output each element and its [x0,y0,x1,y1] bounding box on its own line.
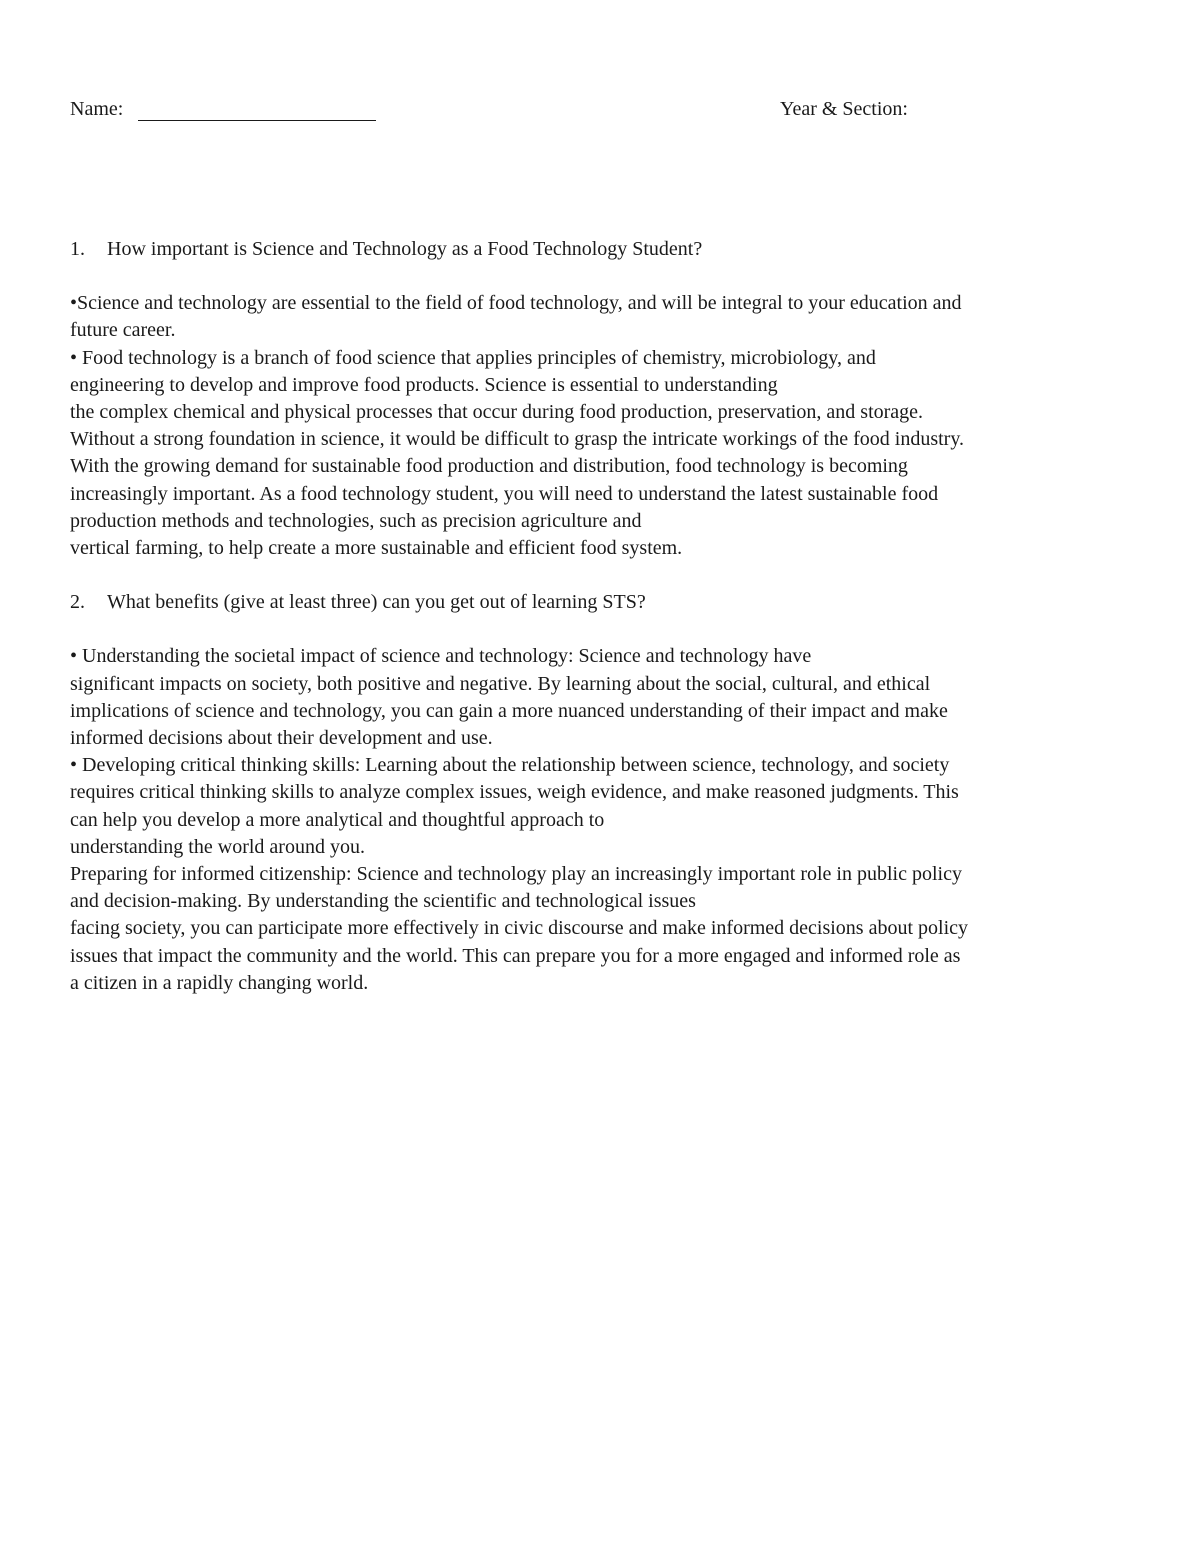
document-body [70,236,1130,997]
answer-2-line: significant impacts on society, both positive and negative. By learning about the social, cultural, and ethical [70,672,931,695]
answer-1-line: increasingly important. As a food technology student, you will need to understand the latest sustainable food [70,482,939,505]
answer-2-line: • Developing critical thinking skills: Learning about the relationship between science, technology, and society [70,754,950,777]
answer-2 [70,643,1130,997]
question-1-text: How important is Science and Technology as a Food Technology Student? [107,238,703,260]
answer-1-line: vertical farming, to help create a more sustainable and efficient food system. [70,537,683,560]
answer-1-line: • Food technology is a branch of food science that applies principles of chemistry, microbiology, and [70,346,876,369]
answer-1-line: production methods and technologies, such as precision agriculture and [70,509,642,532]
answer-1-line: engineering to develop and improve food products. Science is essential to understanding [70,373,778,396]
answer-1-line: the complex chemical and physical processes that occur during food production, preservation, and storage. [70,401,924,424]
answer-2-line: • Understanding the societal impact of science and technology: Science and technology have [70,645,812,668]
answer-1-line: With the growing demand for sustainable food production and distribution, food technology is becoming [70,455,908,478]
answer-2-line: can help you develop a more analytical and thoughtful approach to [70,808,605,831]
answer-2-line: Preparing for informed citizenship: Science and technology play an increasingly important role in public policy [70,863,962,886]
answer-1-line: •Science and technology are essential to the field of food technology, and will be integral to your education and [70,292,962,315]
name-label: Name: [70,98,124,120]
year-section-label: Year & Section: [780,98,908,120]
answer-2-line: a citizen in a rapidly changing world. [70,971,369,994]
question-1 [70,236,1130,263]
question-2 [70,589,1130,616]
answer-1-line: Without a strong foundation in science, it would be difficult to grasp the intricate workings of the food industry. [70,428,965,451]
header-row [70,98,1130,128]
question-1-number: 1. [70,238,85,260]
answer-2-line: informed decisions about their development and use. [70,727,493,750]
answer-2-line: understanding the world around you. [70,835,365,858]
question-2-text: What benefits (give at least three) can you get out of learning STS? [107,591,646,614]
answer-2-line: and decision-making. By understanding the scientific and technological issues [70,890,696,913]
question-2-number: 2. [70,591,85,614]
name-blank-line [138,120,376,121]
answer-1-line: future career. [70,319,176,342]
answer-1 [70,290,1130,562]
answer-2-line: facing society, you can participate more effectively in civic discourse and make informed decisions about policy [70,917,969,940]
answer-2-line: requires critical thinking skills to analyze complex issues, weigh evidence, and make reasoned judgments. This [70,781,959,804]
answer-2-line: implications of science and technology, you can gain a more nuanced understanding of their impact and make [70,699,948,722]
answer-2-line: issues that impact the community and the world. This can prepare you for a more engaged and informed role as [70,944,961,967]
